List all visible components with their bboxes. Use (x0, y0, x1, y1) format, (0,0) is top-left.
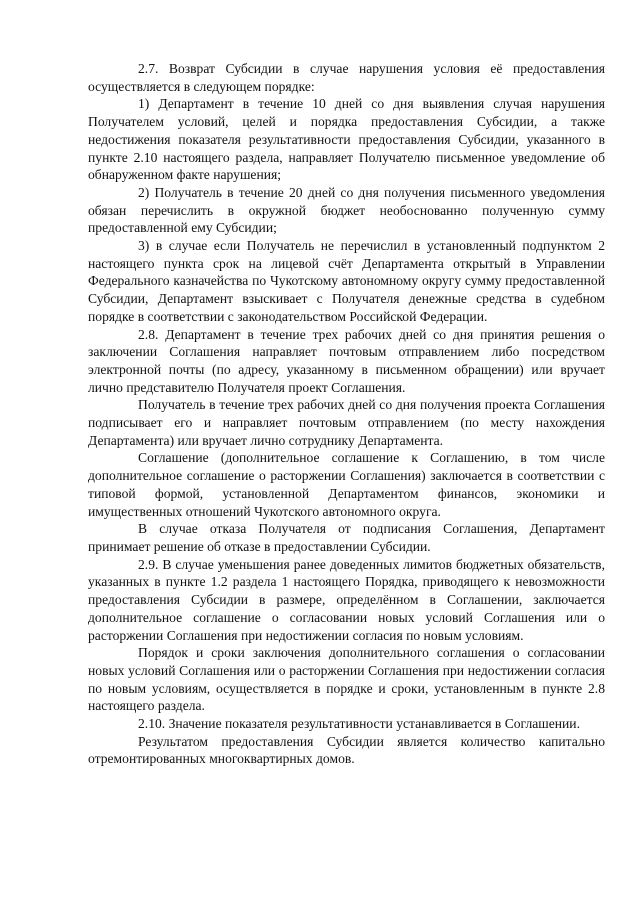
paragraph-2-7-item-1: 1) Департамент в течение 10 дней со дня выявления случая нарушения Получателем условий, целей и порядка предоставления Субсидии, а также недостижения показателя результативности предоставления Субсидии, указанного в пункте 2.10 настоящего раздела, направляет Получателю письменное уведомление об обнаруженном факте нарушения; (88, 96, 605, 183)
paragraph-2-8: 2.8. Департамент в течение трех рабочих дней со дня принятия решения о заключении Соглашения направляет почтовым отправлением либо посредством электронной почты (по адресу, указанному в письменном обращении) или вручает лично представителю Получателя проект Соглашения. (88, 326, 605, 395)
paragraph-2-7-item-3: 3) в случае если Получатель не перечислил в установленный подпунктом 2 настоящего пункта срок на лицевой счёт Департамента открытый в Управлении Федерального казначейства по Чукотскому автономному округу сумму предоставленной Субсидии, Департамент взыскивает с Получателя денежные средства в судебном порядке в соответствии с законодательством Российской Федерации. (88, 238, 605, 324)
paragraph-2-8-recipient: Получатель в течение трех рабочих дней со дня получения проекта Соглашения подписывает его и направляет почтовым отправлением (по месту нахождения Департамента) или вручает лично сотруднику Департамента. (88, 397, 605, 448)
paragraph-2-10-result: Результатом предоставления Субсидии является количество капитально отремонтированных многоквартирных домов. (88, 733, 605, 767)
document-page (88, 60, 605, 768)
paragraph-2-8-agreement-form: Соглашение (дополнительное соглашение к Соглашению, в том числе дополнительное соглашение о расторжении Соглашения) заключается в соответствии с типовой формой, установленной Департаментом финансов, экономики и имущественных отношений Чукотского автономного округа. (88, 450, 605, 519)
paragraph-2-9-procedure: Порядок и сроки заключения дополнительного соглашения о согласовании новых условий Соглашения или о расторжении Соглашения при недостижении согласия по новым условиям, осуществляется в порядке и сроки, установленным в пункте 2.8 настоящего раздела. (88, 645, 605, 714)
paragraph-2-7: 2.7. Возврат Субсидии в случае нарушения условия её предоставления осуществляется в следующем порядке: (88, 61, 605, 94)
paragraph-2-7-item-2: 2) Получатель в течение 20 дней со дня получения письменного уведомления обязан перечислить в окружной бюджет необоснованно полученную сумму предоставленной ему Субсидии; (88, 184, 605, 236)
paragraph-2-9: 2.9. В случае уменьшения ранее доведенных лимитов бюджетных обязательств, указанных в пункте 1.2 раздела 1 настоящего Порядка, приводящего к невозможности предоставления Субсидии в размере, определённом в Соглашении, заключается дополнительное соглашение о согласовании новых условий Соглашения или о расторжении Соглашения при недостижении согласия по новым условиям. (88, 556, 605, 643)
paragraph-2-8-refusal: В случае отказа Получателя от подписания Соглашения, Департамент принимает решение об отказе в предоставлении Субсидии. (88, 521, 605, 554)
paragraph-2-10: 2.10. Значение показателя результативности устанавливается в Соглашении. (138, 716, 580, 732)
